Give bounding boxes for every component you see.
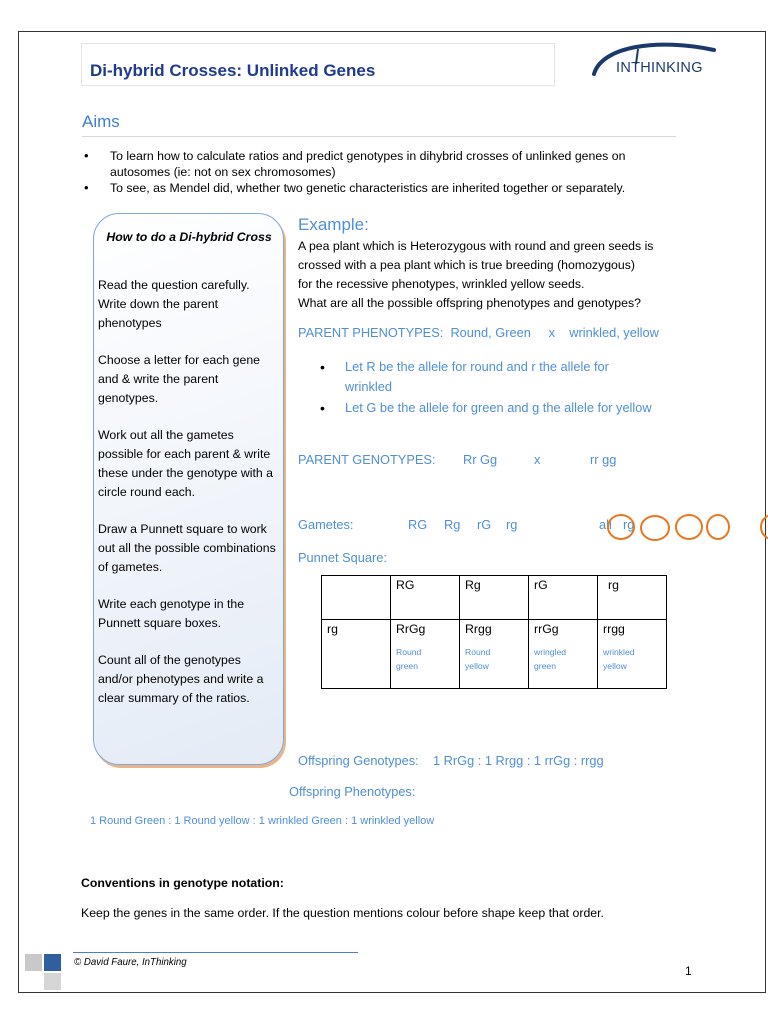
punnet-phenotype: Round green — [396, 647, 422, 671]
conventions-heading: Conventions in genotype notation: — [81, 876, 284, 890]
howto-step: Work out all the gametes possible for each parent & write these under the genotype with a circle round each. — [98, 428, 274, 499]
gamete: RG — [408, 517, 428, 532]
punnett-square — [321, 575, 667, 689]
aims-item: • To learn how to calculate ratios and predict genotypes in dihybrid crosses of unlinked genes on autosomes (ie: not on sex chromosomes) — [82, 148, 682, 180]
question-line: What are all the possible offspring phenotypes and genotypes? — [298, 296, 641, 310]
howto-step: Write each genotype in the Punnett square boxes. — [98, 597, 245, 630]
punnet-cell — [460, 620, 529, 689]
offspring-phenotypes-value: 1 Round Green : 1 Round yellow : 1 wrinkled Green : 1 wrinkled yellow — [90, 815, 435, 827]
howto-step: Read the question carefully. Write down the parent phenotypes — [98, 278, 250, 330]
punnet-label: Punnet Square: — [298, 550, 387, 565]
aims-divider — [82, 136, 676, 137]
gamete-circle-icon — [641, 516, 669, 540]
parent-genotype-2: rr gg — [590, 452, 617, 467]
punnet-cell — [529, 620, 598, 689]
howto-step: Draw a Punnett square to work out all the possible combinations of gametes. — [98, 522, 276, 574]
offspring-phenotypes-label: Offspring Phenotypes: — [289, 784, 416, 799]
gamete: rg — [506, 517, 518, 532]
header-box — [81, 43, 555, 86]
gamete-circles — [604, 512, 768, 542]
offspring-genotypes-value: 1 RrGg : 1 Rrgg : 1 rrGg : rrgg — [432, 753, 604, 768]
aims-heading: Aims — [82, 112, 120, 131]
howto-step: Choose a letter for each gene and & write the parent genotypes. — [98, 353, 261, 405]
howto-steps — [98, 276, 278, 726]
punnet-phenotype: wrinkled yellow — [603, 647, 635, 671]
aims-item: • To see, as Mendel did, whether two genetic characteristics are inherited together or separately. — [82, 180, 682, 196]
example-question — [298, 237, 688, 313]
document-title: Di-hybrid Crosses: Unlinked Genes — [90, 61, 376, 80]
genotype-cross-symbol: x — [534, 452, 541, 467]
offspring-genotypes-label: Offspring Genotypes: — [298, 753, 419, 768]
offspring-genotypes — [298, 753, 604, 768]
gamete-circle-icon — [707, 515, 729, 539]
gametes-label: Gametes: — [298, 517, 354, 532]
punnet-phenotype: Round yellow — [465, 647, 491, 671]
question-line: for the recessive phenotypes, wrinkled yellow seeds. — [298, 277, 585, 291]
punnet-genotype: RrGg — [396, 622, 426, 636]
punnet-cell — [391, 620, 460, 689]
punnet-header-cell: Rg — [460, 576, 529, 620]
conventions-text: Keep the genes in the same order. If the question mentions colour before shape keep that order. — [81, 906, 604, 920]
question-line: A pea plant which is Heterozygous with round and green seeds is — [298, 239, 654, 253]
footer-credit: © David Faure, InThinking — [74, 957, 187, 968]
footer-squares-icon — [25, 954, 65, 990]
punnet-corner — [322, 576, 391, 620]
logo-text: INTHINKING — [616, 60, 703, 76]
gamete-second-parent: rg — [623, 517, 635, 532]
question-line: crossed with a pea plant which is true breeding (homozygous) — [298, 258, 635, 272]
gamete: rG — [477, 517, 492, 532]
punnet-header-cell: rG — [529, 576, 598, 620]
parent-phenotype-2: wrinkled, yellow — [569, 325, 659, 340]
example-heading: Example: — [298, 215, 369, 234]
howto-title: How to do a Di-hybrid Cross — [106, 230, 272, 244]
punnet-genotype: rrGg — [534, 622, 559, 636]
punnet-header-cell: rg — [598, 576, 667, 620]
punnet-header-cell: RG — [391, 576, 460, 620]
inthinking-logo — [588, 40, 718, 85]
parent-genotype-1: Rr Gg — [463, 452, 498, 467]
howto-step: Count all of the genotypes and/or phenotypes and write a clear summary of the ratios. — [98, 653, 264, 705]
punnet-genotype: Rrgg — [465, 622, 492, 636]
punnet-genotype: rrgg — [603, 622, 625, 636]
parent-phenotype-1: Round, Green — [450, 325, 531, 340]
page-number: 1 — [685, 964, 692, 978]
parent-phenotypes-line — [298, 325, 659, 340]
howto-box — [93, 213, 284, 765]
footer-divider — [73, 952, 358, 953]
allele-item: • Let G be the allele for green and g the allele for yellow — [318, 398, 658, 418]
gamete-circle-icon — [761, 515, 768, 539]
allele-list — [318, 357, 658, 419]
aims-list — [82, 148, 682, 196]
punnet-cell — [598, 620, 667, 689]
allele-item: • Let R be the allele for round and r the allele for wrinkled — [318, 357, 658, 397]
gamete-circle-icon — [608, 515, 634, 539]
punnet-phenotype: wringled green — [534, 647, 567, 671]
gamete: Rg — [444, 517, 461, 532]
cross-symbol: x — [548, 325, 556, 340]
gamete-circle-icon — [676, 515, 702, 539]
parent-phenotypes-label: PARENT PHENOTYPES: — [298, 325, 444, 340]
punnet-row-gamete: rg — [322, 620, 391, 689]
gamete-note: all — [599, 517, 612, 532]
parent-genotypes-label: PARENT GENOTYPES: — [298, 452, 436, 467]
